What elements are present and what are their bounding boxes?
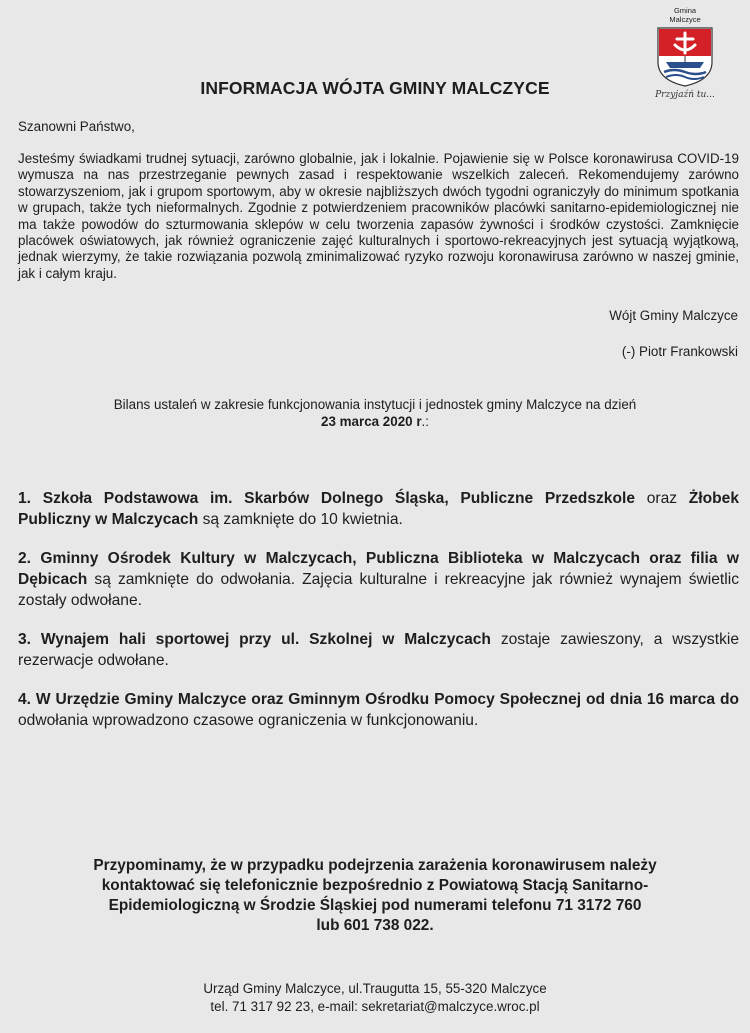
footer-address: Urząd Gminy Malczyce, ul.Traugutta 15, 55-320 Malczyce (203, 981, 547, 996)
bilans-heading (0, 396, 750, 430)
reminder-line-4: lub 601 738 022. (316, 917, 434, 934)
reminder-line-1: Przypominamy, że w przypadku podejrzenia zarażenia koronawirusem należy (93, 857, 657, 874)
item-4-text-1: odwołania wprowadzono czasowe ograniczenia w funkcjonowaniu. (18, 712, 479, 729)
announcement-item-1 (18, 488, 739, 530)
announcement-item-2 (18, 548, 739, 611)
signature-title: Wójt Gminy Malczyce (609, 308, 738, 323)
page-title: INFORMACJA WÓJTA GMINY MALCZYCE (200, 78, 550, 98)
item-1-bold-1: 1. Szkoła Podstawowa im. Skarbów Dolnego Śląska, Publiczne Przedszkole (18, 490, 636, 507)
crest-caption-line2: Malczyce (669, 15, 701, 24)
announcement-list (18, 488, 739, 749)
bilans-date-line (0, 413, 750, 430)
crest-caption-line1: Gmina (673, 6, 697, 15)
item-2-text-1: są zamknięte do odwołania. Zajęcia kulturalne i rekreacyjne jak również wynajem świetlic zostały odwołane. (18, 571, 739, 609)
intro-paragraph: Jesteśmy świadkami trudnej sytuacji, zarówno globalnie, jak i lokalnie. Pojawienie się w Polsce koronawirusa COVID-19 wymusza na nas przestrzeganie pewnych zasad i respektowanie wszelkich zaleceń. Rekomendujemy zarówno stowarzyszeniom, jak i grupom sportowym, aby w okresie najbliższych dwóch tygodni ograniczyły do minimum spotkania w grupach, także tych nieformalnych. Zgodnie z potwierdzeniem pracowników placówki sanitarno-epidemiologicznej nie ma także powodów do szturmowania sklepów w celu tworzenia zapasów żywności i środków czystości. Zamknięcie placówek oświatowych, jak również ograniczenie zajęć kulturalnych i sportowo-rekreacyjnych jest sytuacją wyjątkową, jednak wierzymy, że takie rozwiązania pozwolą zminimalizować ryzyko rozwoju koronawirusa zarówno w naszej gminie, jak i całym kraju. (18, 151, 739, 281)
item-1-text-1: oraz (635, 490, 689, 507)
reminder-line-3: Epidemiologiczną w Środzie Śląskiej pod numerami telefonu 71 3172 760 (108, 897, 642, 914)
item-2-bold-1: 2. Gminny Ośrodek Kultury w Malczycach, Publiczna Biblioteka w Malczycach oraz filia w Dębicach (18, 550, 739, 588)
item-4-bold-1: 4. W Urzędzie Gminy Malczyce oraz Gminnym Ośrodku Pomocy Społecznej od dnia 16 marca do (18, 691, 739, 708)
greeting: Szanowni Państwo, (18, 119, 135, 134)
footer-contact (0, 980, 750, 1016)
item-1-text-2: są zamknięte do 10 kwietnia. (198, 511, 403, 528)
bilans-line: Bilans ustaleń w zakresie funkcjonowania instytucji i jednostek gminy Malczyce na dzień (113, 397, 637, 412)
item-3-text-1: zostaje zawieszony, a wszystkie rezerwacje odwołane. (18, 631, 739, 669)
crest-signature: Przyjaźń tu... (655, 90, 715, 100)
reminder-notice (0, 856, 750, 936)
bilans-suffix: .: (421, 414, 429, 429)
footer-phone-email: tel. 71 317 92 23, e-mail: sekretariat@malczyce.wroc.pl (210, 999, 540, 1014)
reminder-line-2: kontaktować się telefonicznie bezpośrednio z Powiatową Stacją Sanitarno- (101, 877, 649, 894)
item-1-bold-2: Żłobek Publiczny w Malczycach (18, 490, 740, 528)
bilans-date: 23 marca 2020 r (321, 414, 422, 429)
item-3-bold-1: 3. Wynajem hali sportowej przy ul. Szkolnej w Malczycach (18, 631, 491, 648)
signature-name: (-) Piotr Frankowski (621, 344, 738, 359)
announcement-item-4 (18, 689, 739, 731)
announcement-item-3 (18, 629, 739, 671)
